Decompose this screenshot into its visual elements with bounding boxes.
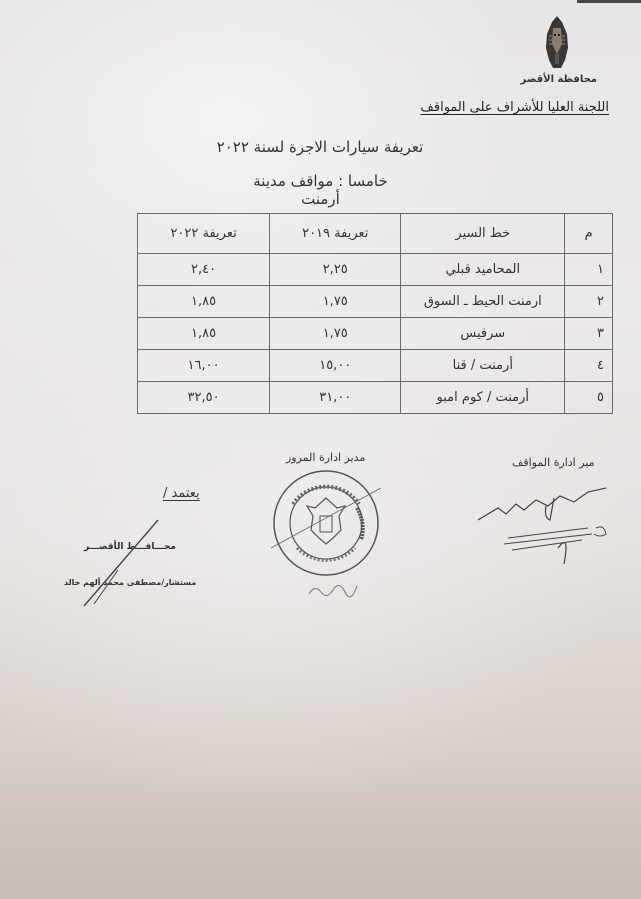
row-tariff-2019: ٣١,٠٠ <box>270 382 401 414</box>
row-route: المحاميد قبلي <box>401 254 565 286</box>
document-title: تعريفة سيارات الاجرة لسنة ٢٠٢٢ <box>216 138 424 156</box>
row-num: ٢ <box>565 286 613 318</box>
governorate-name: محافظة الأقصر <box>520 74 597 85</box>
row-tariff-2019: ١٥,٠٠ <box>270 350 401 382</box>
row-tariff-2022: ١٦,٠٠ <box>138 350 270 382</box>
row-tariff-2022: ١,٨٥ <box>138 318 270 350</box>
governor-name: مستشار/مصطفى محمد ألهم خالد <box>64 578 197 587</box>
row-route: أرمنت / كوم امبو <box>401 382 565 414</box>
approval-label: يعتمد / <box>163 486 200 501</box>
pharaoh-mask-icon <box>543 14 571 72</box>
official-eagle-stamp-icon <box>271 468 381 578</box>
traffic-director-label: مدير ادارة المرور <box>286 451 366 464</box>
row-route: سرفيس <box>401 318 565 350</box>
row-route: أرمنت / قنا <box>401 350 565 382</box>
document-subtitle: خامسا : مواقف مدينة أرمنت <box>253 172 388 208</box>
header-route: خط السير <box>401 214 565 254</box>
table-row <box>138 350 613 382</box>
row-tariff-2019: ١,٧٥ <box>270 286 401 318</box>
row-num: ٥ <box>565 382 613 414</box>
table-row <box>138 382 613 414</box>
row-num: ١ <box>565 254 613 286</box>
governor-title: محـــافـــظ الأقصـــر <box>84 542 176 552</box>
photo-edge-strip <box>577 0 641 3</box>
row-tariff-2022: ٢,٤٠ <box>138 254 270 286</box>
committee-name: اللجنة العليا للأشراف على المواقف <box>420 100 609 115</box>
row-num: ٤ <box>565 350 613 382</box>
header-tariff-2022: تعريفة ٢٠٢٢ <box>138 214 270 254</box>
row-tariff-2019: ٢,٢٥ <box>270 254 401 286</box>
row-tariff-2022: ١,٨٥ <box>138 286 270 318</box>
header-num: م <box>565 214 613 254</box>
table-row <box>138 318 613 350</box>
parking-director-signature <box>478 478 618 568</box>
tariff-table <box>137 213 613 414</box>
table-header-row <box>138 214 613 254</box>
row-tariff-2022: ٣٢,٥٠ <box>138 382 270 414</box>
governor-signature <box>80 518 165 608</box>
header-tariff-2019: تعريفة ٢٠١٩ <box>270 214 401 254</box>
table-row <box>138 286 613 318</box>
row-tariff-2019: ١,٧٥ <box>270 318 401 350</box>
table-row <box>138 254 613 286</box>
stamp-signature-mark <box>305 580 365 600</box>
row-num: ٣ <box>565 318 613 350</box>
parking-director-label: مير ادارة المواقف <box>512 456 595 469</box>
row-route: ارمنت الحيط ـ السوق <box>401 286 565 318</box>
